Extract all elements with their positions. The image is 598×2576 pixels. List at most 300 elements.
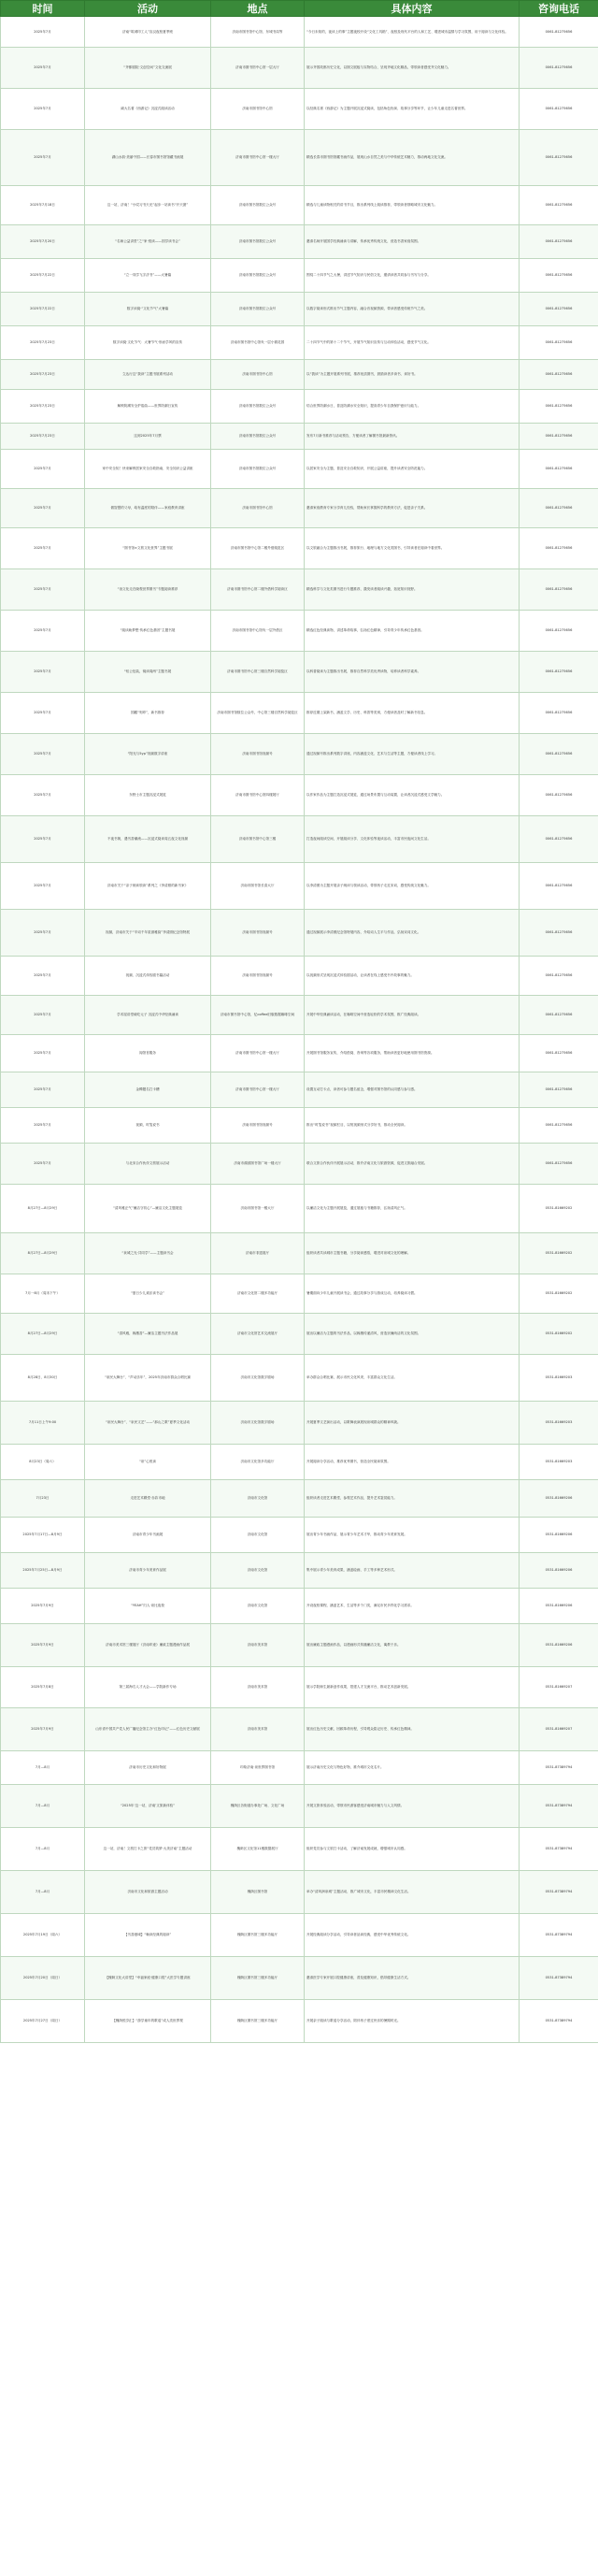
table-row — [1, 863, 598, 910]
table-row — [1, 489, 598, 528]
cell-activity: 家中安全知！快来解锁居家安全自救指南、安全知识公益讲座 — [85, 450, 211, 489]
cell-activity: 数字读阅·“文化节气”大暑篇 — [85, 293, 211, 326]
cell-content: 以科普阅读为主题推出书展，推荐自然科学类优秀读物，培养读者科学素养。 — [305, 652, 520, 693]
cell-location: 济南市图书馆中心馆 — [211, 360, 305, 390]
cell-time: 2025年7月9日 — [1, 1708, 85, 1751]
cell-time: 2025年7月 — [1, 910, 85, 957]
cell-content: 展示济南历史文化与特色好物，推介城市文化名片。 — [305, 1751, 520, 1785]
cell-activity: 视频、沉浸式体验剧书篇活动 — [85, 957, 211, 996]
cell-time: 2025年7月23日 — [1, 390, 85, 424]
cell-content: 通过视频展示李清照纪念馆特展内容，介绍词人生平与作品，弘扬宋词文化。 — [305, 910, 520, 957]
cell-location: 济南市图书馆数位公众号 — [211, 390, 305, 424]
table-row — [1, 360, 598, 390]
cell-phone: 0531-87389794 — [520, 1871, 598, 1914]
cell-location: 济南市美术馆 — [211, 1667, 305, 1708]
cell-content: 以经典名著《西游记》为主题开展沉浸式阅读，包括角色扮演、故事分享等环节，让少年儿童走进名著世界。 — [305, 89, 520, 130]
cell-phone: 0061-81275656 — [520, 816, 598, 863]
table-row — [1, 390, 598, 424]
cell-activity: 阔大名著《西游记》沉浸式阅读活动 — [85, 89, 211, 130]
cell-content: 开设夜校课程，涵盖艺术、生活等多个门类，满足市民多样化学习需求。 — [305, 1589, 520, 1624]
cell-location: 济南市图书馆数位公众号 — [211, 424, 305, 450]
cell-location: 济南市文化馆 — [211, 1553, 305, 1589]
cell-location: 槐荫区图书馆 — [211, 1871, 305, 1914]
cell-time: 2025年7月 — [1, 652, 85, 693]
cell-content: 举办“清风润泉城”主题活动，推广城市文化，丰富市民精神文化生活。 — [305, 1871, 520, 1914]
cell-phone: 0531-81669206 — [520, 1480, 598, 1518]
cell-activity: 这到2025年7月票 — [85, 424, 211, 450]
table-row — [1, 1185, 598, 1233]
cell-activity: 济南市美术馆三楼展厅《济南印迹》廉政主题漫画作品展 — [85, 1624, 211, 1667]
cell-phone: 0061-81275656 — [520, 957, 598, 996]
cell-activity: “2025年‘这一站，济南’文旅新体验” — [85, 1785, 211, 1828]
cell-activity: “名师公益讲堂”之“家·悦读——国学读书会” — [85, 225, 211, 259]
table-row — [1, 186, 598, 225]
cell-content: 展示齐国故都历史文化，以图文展板与实物结合，呈现齐地文化精品，带领读者感受齐文化魅力。 — [305, 48, 520, 89]
cell-time: 2025年7月 — [1, 734, 85, 775]
table-row — [1, 1589, 598, 1624]
cell-location: 槐荫区图书馆三楼多功能厅 — [211, 1957, 305, 2000]
cell-location: 济南市图书馆中心馆一楼大厅 — [211, 130, 305, 186]
cell-phone: 0531-87389794 — [520, 1751, 598, 1785]
cell-activity: 湖山水韵·美丽中国——长春市图书馆馆藏书画展 — [85, 130, 211, 186]
cell-phone: 0061-81275656 — [520, 611, 598, 652]
cell-activity: 数字读阅·文化节气：大暑节气·形而学风的宣传 — [85, 326, 211, 360]
cell-location: 济南市图书馆数位公众号 — [211, 259, 305, 293]
cell-activity: 走进艺术殿堂·赤彩市地 — [85, 1480, 211, 1518]
table-row — [1, 652, 598, 693]
cell-location: 济南市文化馆 — [211, 1589, 305, 1624]
cell-location: 济南市图书馆一楼大厅 — [211, 1185, 305, 1233]
table-row — [1, 569, 598, 611]
cell-content: 通过视频号推出系列数字讲座，内容涵盖文化、艺术与生活等主题，方便读者线上学习。 — [305, 734, 520, 775]
cell-phone: 0061-81275656 — [520, 652, 598, 693]
cell-location: 济南市图书馆数位公众号 — [211, 293, 305, 326]
cell-time: 2025年7月20日 — [1, 225, 85, 259]
cell-activity: 视频，济南市关于“辛词千年星颁雅韵”李清照纪念馆特展 — [85, 910, 211, 957]
cell-content: 以“我读”为主题开展系列书展，推荐优质图书，鼓励读者多读书、读好书。 — [305, 360, 520, 390]
cell-time: 2025年7月 — [1, 17, 85, 48]
cell-time: 7月—8月 — [1, 1871, 85, 1914]
cell-phone: 0061-81275656 — [520, 293, 598, 326]
cell-content: 以作家作品为主题打造沉浸式展览，通过场景布置与互动装置，让读者沉浸式感受文学魅力。 — [305, 775, 520, 816]
cell-location: 济南市图书馆中心馆一楼大厅 — [211, 1035, 305, 1072]
cell-phone: 0061-81275656 — [520, 326, 598, 360]
cell-content: 展示学院师生最新创作成果，搭建人才交流平台，推动艺术创新发展。 — [305, 1667, 520, 1708]
cell-phone: 0531-81669206 — [520, 1589, 598, 1624]
cell-time: 7月—8月 — [1, 1828, 85, 1871]
cell-content: 集中展示青少年美育成果，涵盖绘画、手工等多种艺术形式。 — [305, 1553, 520, 1589]
table-row — [1, 1518, 598, 1553]
cell-phone: 0531-81669206 — [520, 1518, 598, 1553]
cell-time: 2025年7月19日（周六） — [1, 1914, 85, 1957]
table-row — [1, 17, 598, 48]
cell-time: 2025年7月 — [1, 528, 85, 569]
cell-time: 2025年7月 — [1, 1035, 85, 1072]
cell-phone: 0531-87389794 — [520, 1957, 598, 2000]
cell-time: 2025年7月 — [1, 996, 85, 1035]
cell-activity: 济南市青少年美育作品展 — [85, 1553, 211, 1589]
cell-content: 开展夏季文艺演出活动，以歌舞表演展现泉城群众的精神风貌。 — [305, 1402, 520, 1445]
cell-activity: 做智慧的父母，给有温度的陪伴——家庭教育讲座 — [85, 489, 211, 528]
cell-content: 暑期面向少年儿童开展读书会，通过故事分享与游戏互动，培养阅读习惯。 — [305, 1274, 520, 1314]
cell-location: 济南市美术馆 — [211, 1624, 305, 1667]
table-row — [1, 1233, 598, 1274]
table-row — [1, 996, 598, 1035]
cell-location: 槐荫区各街道办事处广场、文化广场 — [211, 1785, 305, 1828]
cell-location: 济南市图书馆中心馆，忆coffee旧版数据咖啡空间 — [211, 996, 305, 1035]
cell-phone: 0061-81275656 — [520, 1035, 598, 1072]
cell-phone: 0061-81275656 — [520, 130, 598, 186]
cell-phone: 0061-81275656 — [520, 734, 598, 775]
cell-content: 推出“时笺说书”视频栏目，以短视频形式分享好书，推动全民阅读。 — [305, 1108, 520, 1144]
table-row — [1, 1402, 598, 1445]
cell-content: 围绕二十四节气之大暑，讲述节气知识与民俗文化，邀请读者共同参与书写与分享。 — [305, 259, 520, 293]
cell-content: 打造夜间阅读空间，开展阅读分享、文化体验等夜读活动，丰富市民夜间文化生活。 — [305, 816, 520, 863]
cell-location: 济南市文化馆多功能厅 — [211, 1445, 305, 1480]
table-row — [1, 1035, 598, 1072]
cell-location: 济南市图书馆中心馆负一层外借区 — [211, 611, 305, 652]
cell-activity: 学术屋讲堂载吃元子 沉浸式中华经典诵读 — [85, 996, 211, 1035]
cell-activity: “齐都剧院·文创空间”文化交流展 — [85, 48, 211, 89]
cell-location: 济南市文化馆 — [211, 1480, 305, 1518]
cell-time: 8月27日—8月29日 — [1, 1185, 85, 1233]
table-row — [1, 2000, 598, 2043]
cell-time: 2025年7月23日 — [1, 424, 85, 450]
cell-location: 济南市文化馆艺术交流展厅 — [211, 1314, 305, 1355]
table-row — [1, 1667, 598, 1708]
cell-activity: “治文化走在晓观世界图书”专题阅读推荐 — [85, 569, 211, 611]
cell-phone: 0531-81669203 — [520, 1445, 598, 1480]
cell-content: 开展文旅体验活动，带领市民游客感受济南城市魅力与人文风情。 — [305, 1785, 520, 1828]
cell-content: “今日未知的，夜读上的事”主题夜校开设“文化工具箱”、夜校及现代平台的人和工艺、增进城市温情与学习氛围，用于阅读与文化体验。 — [305, 17, 520, 48]
cell-activity: “阅读助梦想·传承红色基因”主题书展 — [85, 611, 211, 652]
table-row — [1, 957, 598, 996]
cell-content: 发布7月新书推荐与活动预告，方便读者了解图书馆最新资讯。 — [305, 424, 520, 450]
cell-activity: 视频，时笺说书 — [85, 1108, 211, 1144]
cell-phone: 0531-81669207 — [520, 1708, 598, 1751]
cell-content: 组织读者共读城市主题书籍，分享阅读感悟，增进对泉城文化的理解。 — [305, 1233, 520, 1274]
cell-phone: 0061-81275656 — [520, 1072, 598, 1108]
cell-time: 8月28日、8月30日 — [1, 1355, 85, 1402]
cell-activity: 【槐荫文化大讲堂】“幸福家庭·健康口腔”大医学专题讲座 — [85, 1957, 211, 2000]
table-row — [1, 910, 598, 957]
cell-content: 以居家安全为主题，普及安全自救知识，开展公益讲座，提升读者安全防范能力。 — [305, 450, 520, 489]
table-row — [1, 326, 598, 360]
cell-time: 2025年7月20日（周日） — [1, 1957, 85, 2000]
cell-phone: 0061-81275656 — [520, 569, 598, 611]
table-body — [1, 17, 598, 2043]
cell-activity: 山东省中国共产党人民广播纪念馆主办“红色印记”——红色历史文献展 — [85, 1708, 211, 1751]
cell-content: 以文旅融合为主题推出书展，推荐旅行、地理与地方文化类图书，引导读者在阅读中看世界。 — [305, 528, 520, 569]
table-row — [1, 1480, 598, 1518]
cell-location: 济南市图书馆中心馆二楼外借阅览区 — [211, 528, 305, 569]
cell-activity: “钻公包装，镜读周两”主题书展 — [85, 652, 211, 693]
table-row — [1, 816, 598, 863]
cell-time: 7月一8月（周末下午） — [1, 1274, 85, 1314]
cell-activity: 不夜书街，遇书香潮流——沉浸式阅读周五夜文化视频 — [85, 816, 211, 863]
header-activity: 活动 — [85, 1, 211, 17]
cell-phone: 0061-81275656 — [520, 450, 598, 489]
cell-time: 2025年7月 — [1, 1072, 85, 1108]
table-row — [1, 1144, 598, 1185]
cell-activity: 【槐荫悦享汇】“游学童年的歌谣”成人类世界观 — [85, 2000, 211, 2043]
cell-activity: “清风雅，翰墨香”—廉洁主题书法作品展 — [85, 1314, 211, 1355]
cell-location: 济南市图书馆中心馆三楼自然科学阅览区 — [211, 652, 305, 693]
table-row — [1, 693, 598, 734]
cell-location: 济南市文化馆数字剧场 — [211, 1355, 305, 1402]
cell-content: 精选红色经典读物，讲述革命故事，弘扬红色精神，引导青少年传承红色基因。 — [305, 611, 520, 652]
table-row — [1, 1072, 598, 1108]
cell-phone: 0061-81275656 — [520, 693, 598, 734]
cell-location: 济南市湖滨图书馆广场一楼大厅 — [211, 1144, 305, 1185]
cell-phone: 0061-81275656 — [520, 528, 598, 569]
cell-location: 槐荫区文化馆11楼数据展厅 — [211, 1828, 305, 1871]
cell-location: 济南市图书馆数位公众号，中心馆三楼自然科学阅览区 — [211, 693, 305, 734]
table-row — [1, 1314, 598, 1355]
cell-activity: 国藏“刻印”，新书推荐 — [85, 693, 211, 734]
cell-activity: “立一同学飞字济书”——大暑篇 — [85, 259, 211, 293]
table-row — [1, 259, 598, 293]
cell-time: 2025年7月 — [1, 611, 85, 652]
header-content: 具体内容 — [305, 1, 520, 17]
cell-time: 2025年7月 — [1, 489, 85, 528]
cell-location: 济南市文化馆二楼多功能厅 — [211, 1274, 305, 1314]
table-row — [1, 1355, 598, 1402]
table-row — [1, 450, 598, 489]
cell-time: 2025年7月 — [1, 957, 85, 996]
cell-content: 组织读者走进艺术殿堂，参观艺术作品，提升艺术鉴赏能力。 — [305, 1480, 520, 1518]
table-row — [1, 1624, 598, 1667]
table-header-row — [1, 1, 598, 17]
cell-content: 二十四节气中的第十二个节气，开展节气知识宣传与互动体验活动，感受节气文化。 — [305, 326, 520, 360]
cell-phone: 0531-81669202 — [520, 1185, 598, 1233]
table-row — [1, 1751, 598, 1785]
cell-time: 2025年7月 — [1, 1144, 85, 1185]
cell-time: 2025年7月 — [1, 775, 85, 816]
table-row — [1, 1828, 598, 1871]
cell-activity: 济南市青少年书画展 — [85, 1518, 211, 1553]
cell-phone: 0061-81275656 — [520, 390, 598, 424]
cell-activity: 济南市关于“亲子朗读领读”系列之《李清照的新书家》 — [85, 863, 211, 910]
cell-activity: 这一站，济南！“小哎习书天光”起步一站读书“开天窗” — [85, 186, 211, 225]
cell-phone: 0531-87389794 — [520, 2000, 598, 2043]
cell-phone: 0061-81275656 — [520, 89, 598, 130]
cell-time: 2025年7月22日 — [1, 259, 85, 293]
cell-location: 济南市美术馆 — [211, 1708, 305, 1751]
table-row — [1, 293, 598, 326]
table-row — [1, 1274, 598, 1314]
cell-content: 设置互动打卡点，读者可参与题名留念，增强对图书馆的认同感与参与感。 — [305, 1072, 520, 1108]
cell-phone: 0531-81669202 — [520, 1233, 598, 1274]
table-row — [1, 225, 598, 259]
cell-location: 济南市图书馆视频号 — [211, 734, 305, 775]
table-row — [1, 1445, 598, 1480]
cell-location: 济南市图书馆中心馆三楼 — [211, 816, 305, 863]
cell-content: 邀请名师开展国学经典诵读与讲解，传承优秀传统文化，营造书香家庭氛围。 — [305, 225, 520, 259]
cell-time: 2025年7月23日 — [1, 326, 85, 360]
cell-location: 济南市图书馆中心馆 — [211, 89, 305, 130]
cell-content: 开展图书馆服务宣传，介绍借阅、咨询等各项服务，帮助读者更好地使用图书馆资源。 — [305, 1035, 520, 1072]
table-row — [1, 1871, 598, 1914]
table-row — [1, 1708, 598, 1751]
cell-time: 2025年7月18日 — [1, 186, 85, 225]
table-row — [1, 775, 598, 816]
cell-time: 8月27日—8月29日 — [1, 1233, 85, 1274]
cell-phone: 0061-81275656 — [520, 1108, 598, 1144]
cell-location: 济南市图书馆中心馆、东城书局等 — [211, 17, 305, 48]
cell-time: 2025年7月 — [1, 130, 85, 186]
cell-phone: 0061-81275656 — [520, 424, 598, 450]
table-row — [1, 424, 598, 450]
cell-phone: 0531-81669206 — [520, 1553, 598, 1589]
table-row — [1, 130, 598, 186]
cell-activity: “夏日少儿欢乐读书会” — [85, 1274, 211, 1314]
table-row — [1, 89, 598, 130]
cell-location: 济南市图书馆视频号 — [211, 957, 305, 996]
cell-content: 精选长春市图书馆馆藏书画作品，展现山水自然之美与中华传统艺术魅力，推动两地文化交流。 — [305, 130, 520, 186]
cell-activity: 闻馆首服务 — [85, 1035, 211, 1072]
cell-phone: 0061-81275656 — [520, 186, 598, 225]
cell-content: 开展中华经典诵读活动，在咖啡空间中营造轻松的学术氛围，推广经典阅读。 — [305, 996, 520, 1035]
cell-phone: 0061-81275656 — [520, 259, 598, 293]
cell-time: 7月11日上午9:00 — [1, 1402, 85, 1445]
cell-phone: 0061-81275656 — [520, 863, 598, 910]
cell-time: 7月—8月 — [1, 1751, 85, 1785]
cell-location: 济南市图书馆中心馆负一层小微花园 — [211, 326, 305, 360]
cell-content: 展出青少年书画作品，展示青少年艺术才华，推动青少年美育发展。 — [305, 1518, 520, 1553]
cell-phone: 0531-81669203 — [520, 1402, 598, 1445]
cell-activity: 【书香港城】“畅读经典的阅读” — [85, 1914, 211, 1957]
cell-phone: 0531-81669206 — [520, 1624, 598, 1667]
cell-activity: 金樽题名打卡槽 — [85, 1072, 211, 1108]
cell-phone: 0061-81275656 — [520, 1144, 598, 1185]
cell-location: 济南市非遗展厅 — [211, 1233, 305, 1274]
cell-activity: “泉民大舞台”、“声动乐年”，2025年济南市群众合唱比赛 — [85, 1355, 211, 1402]
cell-location: 济南市图书馆中心馆 — [211, 489, 305, 528]
cell-content: 推荐近期上架新书，涵盖文学、历史、科普等类别，方便读者及时了解新书信息。 — [305, 693, 520, 734]
cell-time: 2025年7月9日 — [1, 1624, 85, 1667]
cell-location: 济南市图书馆中心馆二楼外借科学阅读区 — [211, 569, 305, 611]
cell-phone: 0061-81275656 — [520, 775, 598, 816]
cell-phone: 0061-81275656 — [520, 360, 598, 390]
cell-content: 组织党员参与文旅打卡活动，了解济南发展成就，增强城市认同感。 — [305, 1828, 520, 1871]
cell-time: 7月23日 — [1, 1480, 85, 1518]
cell-time: 2025年7月8日 — [1, 1667, 85, 1708]
header-time: 时间 — [1, 1, 85, 17]
cell-content: 以数字阅读形式推出节气主题内容，融合音视频资源，带读者感受传统节气之美。 — [305, 293, 520, 326]
cell-activity: “清风雅正气”廉洁守初心”—廉洁文化主题展览 — [85, 1185, 211, 1233]
cell-location: 济南市图书馆中心馆一楼大厅 — [211, 1072, 305, 1108]
cell-content: 以李清照为主题开展亲子朗读与领读活动，带领孩子走近宋词，感受传统文化魅力。 — [305, 863, 520, 910]
cell-location: 槐荫区图书馆三楼多功能厅 — [211, 2000, 305, 2043]
cell-content: 开展经典阅读分享活动，引导读者品读经典，感受中华优秀传统文化。 — [305, 1914, 520, 1957]
table-row — [1, 1914, 598, 1957]
cell-activity: 济南市文化和旅游主题活动 — [85, 1871, 211, 1914]
cell-phone: 0531-81669203 — [520, 1355, 598, 1402]
cell-phone: 0531-87389794 — [520, 1828, 598, 1871]
cell-phone: 0531-81669202 — [520, 1274, 598, 1314]
cell-location: 印象济南·泉世界图书馆 — [211, 1751, 305, 1785]
table-row — [1, 734, 598, 775]
cell-time: 2025年7月23日 — [1, 360, 85, 390]
cell-phone: 0061-81275656 — [520, 225, 598, 259]
cell-time: 7月—8月 — [1, 1785, 85, 1828]
cell-location: 槐荫区图书馆三楼多功能厅 — [211, 1914, 305, 1957]
cell-content: 邀请家庭教育专家分享育儿经验，帮助家长掌握科学的教育方法，促进亲子关系。 — [305, 489, 520, 528]
cell-time: 8月27日—8月29日 — [1, 1314, 85, 1355]
table-row — [1, 1785, 598, 1828]
cell-phone: 0531-81669207 — [520, 1667, 598, 1708]
table-row — [1, 611, 598, 652]
table-row — [1, 48, 598, 89]
cell-activity: “泉民大舞台”、“泉民文艺”——“那山之歌”夏季文化活动 — [85, 1402, 211, 1445]
cell-activity: 济南“筑城印工人”宣汉夜校夏季班 — [85, 17, 211, 48]
cell-content: 以视频形式呈现沉浸式体验剧活动，让读者在线上感受书中故事的魅力。 — [305, 957, 520, 996]
cell-phone: 0531-87389794 — [520, 1914, 598, 1957]
cell-location: 济南市图书馆视频号 — [211, 910, 305, 957]
cell-location: 济南市图书馆长清大厅 — [211, 863, 305, 910]
cell-content: 展出以廉洁为主题的书法作品，以翰墨传递清风，营造崇廉尚洁的文化氛围。 — [305, 1314, 520, 1355]
cell-location: 济南市图书馆中心馆一层大厅 — [211, 48, 305, 89]
cell-time: 2025年7月17日—8月9日 — [1, 1518, 85, 1553]
cell-location: 济南市图书馆数位公众号 — [211, 450, 305, 489]
cell-activity: “泉城之光·共同学”——主题读书会 — [85, 1233, 211, 1274]
cell-time: 2025年7月 — [1, 89, 85, 130]
cell-time: 2025年7月 — [1, 1108, 85, 1144]
cell-time: 2025年7月 — [1, 863, 85, 910]
table-row — [1, 1957, 598, 2000]
cell-time: 2025年7月 — [1, 450, 85, 489]
cell-phone: 0061-81275656 — [520, 17, 598, 48]
header-phone: 咨询电话 — [520, 1, 598, 17]
table-row — [1, 1553, 598, 1589]
cell-activity: “YEAH”归人·泉比夜校 — [85, 1589, 211, 1624]
cell-time: 2025年7月25日—8月9日 — [1, 1553, 85, 1589]
cell-activity: 立达行这“我读”主题书展系列活动 — [85, 360, 211, 390]
cell-content: 邀请医学专家开展口腔健康讲座，普及健康知识，倡导健康生活方式。 — [305, 1957, 520, 2000]
cell-phone: 0531-81669202 — [520, 1314, 598, 1355]
cell-content: 开展亲子阅读与歌谣分享活动，陪伴孩子度过快乐的暑期时光。 — [305, 2000, 520, 2043]
cell-activity: 济南市历史文化和好物展 — [85, 1751, 211, 1785]
cell-time: 2025年7月 — [1, 48, 85, 89]
cell-activity: 这一站，济南！文旅打卡之旅“党员筑梦·大美济南”主题活动 — [85, 1828, 211, 1871]
cell-activity: 第三届海右人才大会——学院新作专场 — [85, 1667, 211, 1708]
cell-phone: 0061-81275656 — [520, 910, 598, 957]
cell-phone: 0531-87389794 — [520, 1785, 598, 1828]
table-row — [1, 1108, 598, 1144]
cell-content: 精选科学与文化类图书进行专题推荐，激发读者阅读兴趣，拓宽知识视野。 — [305, 569, 520, 611]
cell-content: 展出廉政主题漫画作品，以漫画形式传播廉洁文化，寓教于乐。 — [305, 1624, 520, 1667]
cell-time: 2025年7月9日 — [1, 1589, 85, 1624]
cell-content: 结合世界防溺水日，普及防溺水安全知识，提高青少年自我保护意识与能力。 — [305, 390, 520, 424]
cell-activity: “泉”心悦读 — [85, 1445, 211, 1480]
cell-content: 举办群众合唱比赛，展示市民文化风采，丰富群众文化生活。 — [305, 1355, 520, 1402]
cell-content: 开展阅读分享活动，推荐优秀图书，营造全民阅读氛围。 — [305, 1445, 520, 1480]
cell-activity: “阳光与5yp”视频数字讲座 — [85, 734, 211, 775]
header-location: 地点 — [211, 1, 305, 17]
cell-activity: 解锁防溺安全护盾曲——世界防溺日宣传 — [85, 390, 211, 424]
cell-location: 济南市图书馆数位公众号 — [211, 186, 305, 225]
cell-content: 精选与儿童读物相关的讲书节目，推出系列线上阅读推荐，带领读者领略城市文化魅力。 — [305, 186, 520, 225]
cell-time: 2025年7月27日（周日） — [1, 2000, 85, 2043]
cell-time: 2025年7月22日 — [1, 293, 85, 326]
cell-location: 济南市图书馆中心馆四楼展厅 — [211, 775, 305, 816]
cell-activity: “图书馆×文旅文化世界”主题书展 — [85, 528, 211, 569]
cell-content: 展出红色历史文献，回顾革命历程，引导观众铭记历史、传承红色精神。 — [305, 1708, 520, 1751]
cell-time: 8月23日（周六） — [1, 1445, 85, 1480]
cell-time: 2025年7月 — [1, 693, 85, 734]
cell-content: 以廉洁文化为主题开展展览，通过展板与书籍推荐，弘扬清风正气。 — [305, 1185, 520, 1233]
